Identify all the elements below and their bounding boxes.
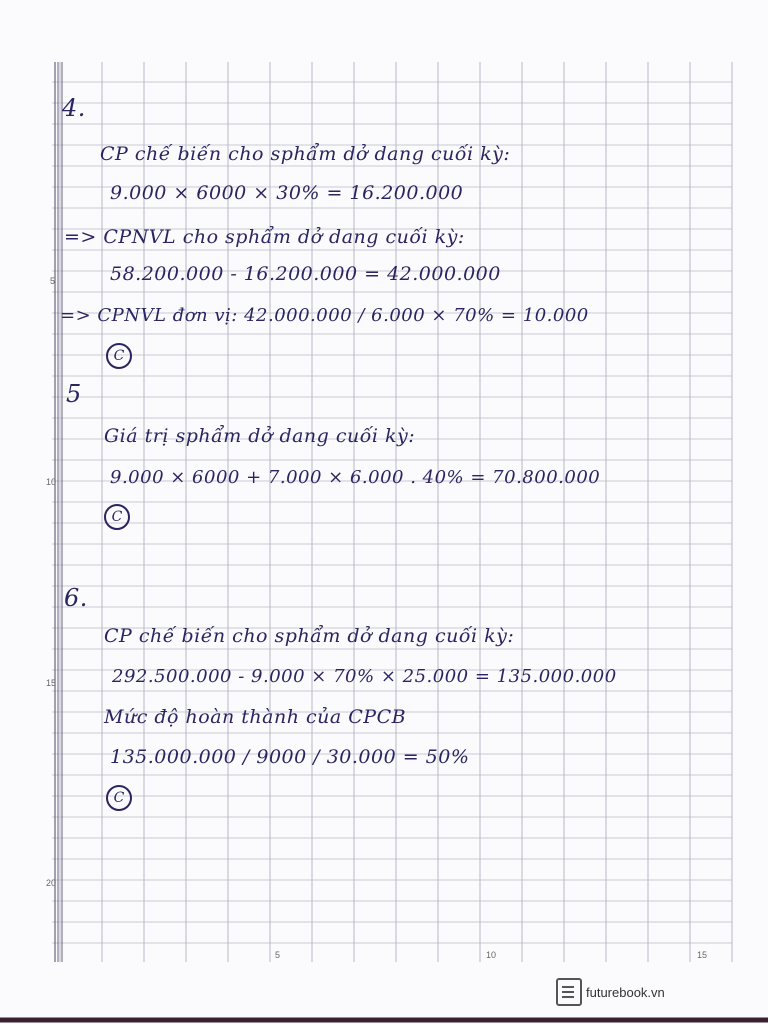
q5-line-2: 9.000 × 6000 + 7.000 × 6.000 . 40% = 70.800.000 [110,467,601,488]
margin-mark-15: 15 [46,678,57,688]
q6-line-4: 135.000.000 / 9000 / 30.000 = 50% [110,746,470,768]
bottom-mark-5: 5 [275,950,281,960]
q6-line-1: CP chế biến cho sphẩm dở dang cuối kỳ: [104,625,515,647]
q4-line-1: CP chế biến cho sphẩm dở dang cuối kỳ: [100,143,511,165]
q4-line-3: => CPNVL cho sphẩm dở dang cuối kỳ: [64,226,465,248]
q6-line-2: 292.500.000 - 9.000 × 70% × 25.000 = 135.000.000 [112,666,617,687]
q5-answer: C [104,504,130,530]
q4-line-2: 9.000 × 6000 × 30% = 16.200.000 [110,182,464,204]
margin-mark-20: 20 [46,878,57,888]
q4-line-4: 58.200.000 - 16.200.000 = 42.000.000 [110,263,501,285]
margin-mark-5: 5 [50,276,56,286]
question-number: 6. [64,584,88,612]
q6-answer: C [106,785,132,811]
q4-answer: C [106,343,132,369]
question-number: 5 [66,380,82,408]
margin-mark-10: 10 [46,477,57,487]
futurebook-logo-icon [556,978,582,1006]
q5-line-1: Giá trị sphẩm dở dang cuối kỳ: [104,425,416,447]
question-number: 4. [62,94,86,122]
footer-brand [556,978,665,1006]
q6-line-3: Mức độ hoàn thành của CPCB [104,706,407,728]
q4-line-5: => CPNVL đơn vị: 42.000.000 / 6.000 × 70% = 10.000 [60,305,589,326]
bottom-mark-15: 15 [697,950,708,960]
footer-brand-text: futurebook.vn [586,984,665,1000]
bottom-mark-10: 10 [486,950,497,960]
